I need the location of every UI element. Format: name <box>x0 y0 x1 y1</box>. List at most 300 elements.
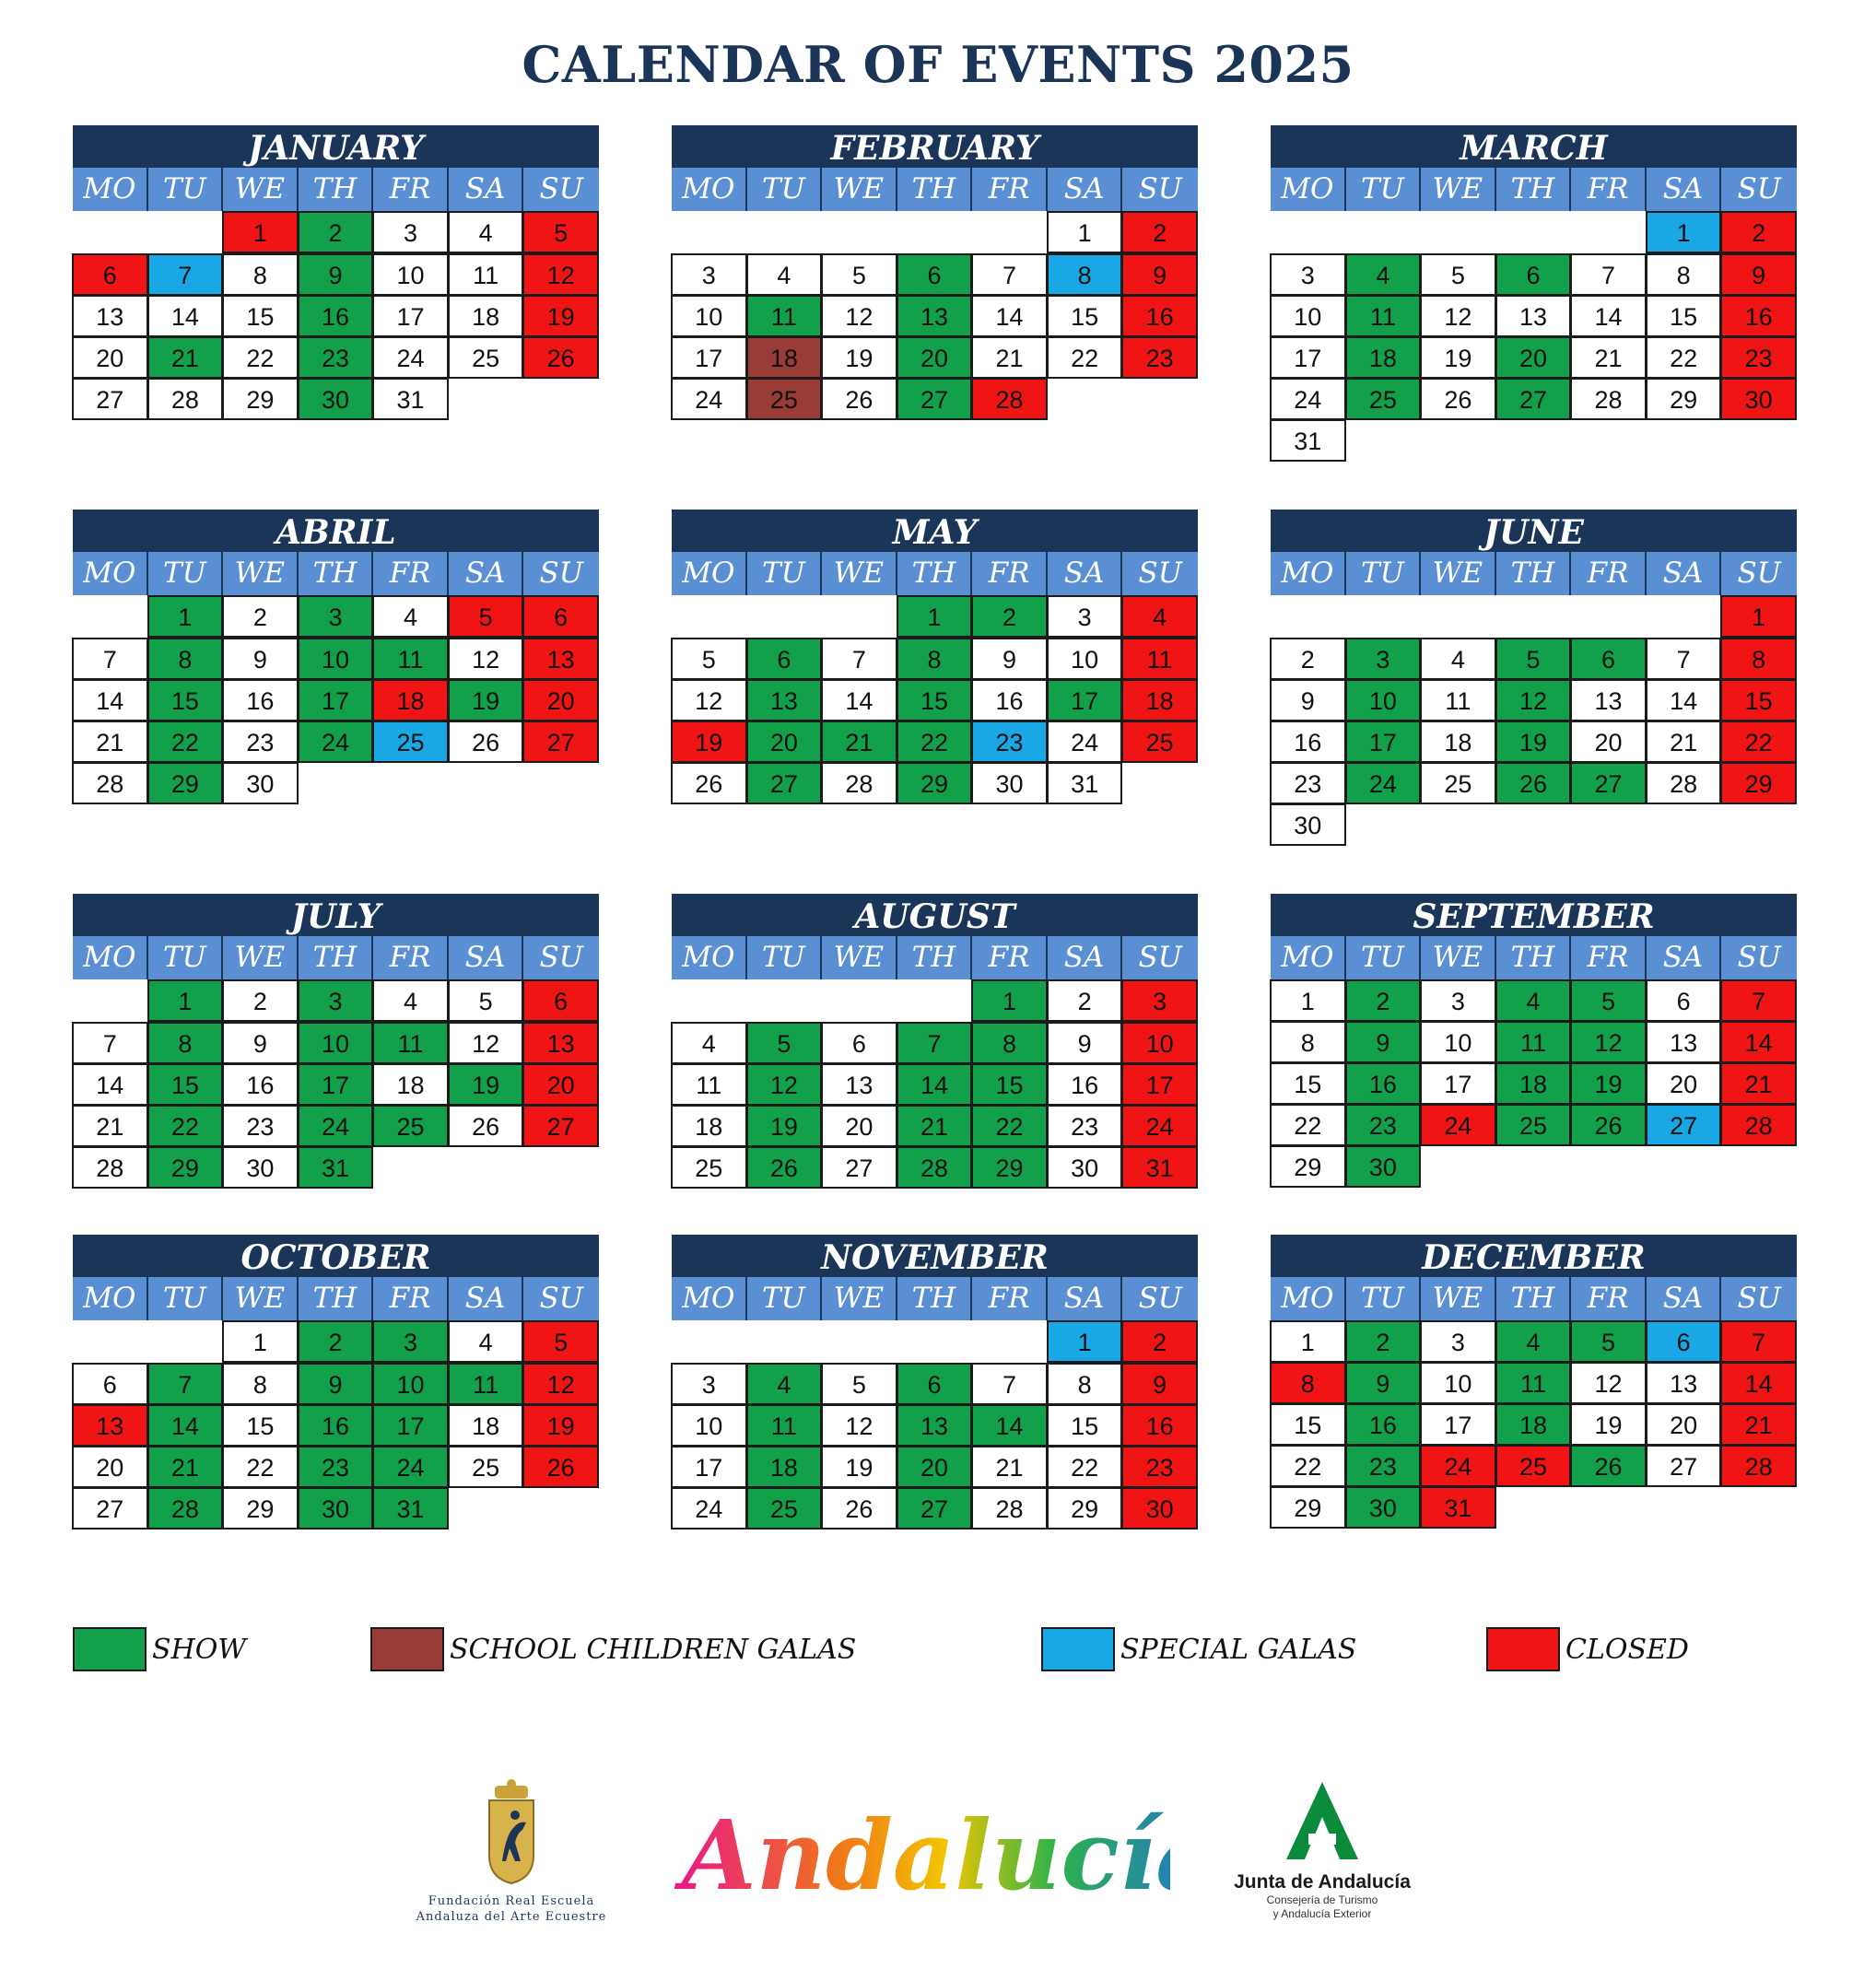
empty-cell <box>747 1321 823 1364</box>
day-cell-show: 27 <box>746 762 823 804</box>
empty-cell <box>1421 212 1496 254</box>
weekday-header <box>1271 168 1797 211</box>
day-cell-regular: 29 <box>222 378 299 420</box>
day-cell-regular: 17 <box>1420 1062 1496 1105</box>
weekday-label: TH <box>897 1277 973 1320</box>
day-cell-show: 11 <box>1495 1021 1572 1063</box>
day-cell-special: 1 <box>1646 211 1722 253</box>
day-cell-show: 17 <box>1345 721 1422 763</box>
junta-logo <box>1216 1778 1428 1921</box>
day-cell-regular: 30 <box>222 1146 299 1189</box>
day-cell-regular: 23 <box>222 1105 299 1147</box>
empty-cell <box>972 212 1048 254</box>
month-july <box>73 894 599 1189</box>
day-cell-regular: 14 <box>1570 295 1647 337</box>
weekday-label: TH <box>1496 1277 1572 1320</box>
day-cell-closed: 30 <box>1121 1487 1198 1529</box>
day-cell-show: 17 <box>298 679 374 721</box>
empty-cell <box>73 212 148 254</box>
day-cell-regular: 8 <box>222 253 299 296</box>
junta-line1: Consejería de Turismo <box>1266 1893 1378 1906</box>
day-cell-school: 25 <box>746 378 823 420</box>
day-cell-regular: 18 <box>671 1105 747 1147</box>
day-cell-regular: 13 <box>821 1063 897 1106</box>
day-cell-closed: 31 <box>1121 1146 1198 1189</box>
month-abril <box>73 510 599 804</box>
month-title: JULY <box>73 894 599 936</box>
day-cell-regular: 9 <box>1270 679 1346 721</box>
day-cell-closed: 6 <box>522 595 599 638</box>
weekday-label: SU <box>1122 168 1198 211</box>
day-cell-show: 22 <box>147 721 224 763</box>
weekday-label: MO <box>1271 1277 1346 1320</box>
weekday-header <box>672 552 1198 595</box>
weekday-label: WE <box>822 552 897 595</box>
month-june <box>1271 510 1797 846</box>
weekday-label: SA <box>449 936 524 979</box>
day-cell-school: 18 <box>746 336 823 379</box>
day-cell-regular: 10 <box>671 295 747 337</box>
day-cell-closed: 9 <box>1720 253 1797 296</box>
day-cell-regular: 5 <box>671 638 747 680</box>
day-cell-show: 9 <box>1345 1362 1422 1404</box>
day-cell-show: 2 <box>971 595 1048 638</box>
day-cell-regular: 11 <box>448 253 524 296</box>
month-october <box>73 1235 599 1529</box>
day-cell-regular: 4 <box>746 253 823 296</box>
days-grid <box>1271 1321 1797 1529</box>
day-cell-closed: 25 <box>1121 721 1198 763</box>
day-cell-closed: 26 <box>522 1446 599 1488</box>
empty-cell <box>148 1321 224 1364</box>
day-cell-regular: 15 <box>1047 295 1123 337</box>
day-cell-show: 21 <box>147 1446 224 1488</box>
day-cell-closed: 28 <box>971 378 1048 420</box>
month-title: MAY <box>672 510 1198 552</box>
day-cell-show: 16 <box>1345 1403 1422 1446</box>
weekday-header <box>672 1277 1198 1320</box>
day-cell-regular: 12 <box>448 638 524 680</box>
day-cell-regular: 18 <box>448 295 524 337</box>
day-cell-regular: 14 <box>72 679 148 721</box>
day-cell-closed: 18 <box>372 679 449 721</box>
day-cell-regular: 13 <box>1570 679 1647 721</box>
day-cell-show: 10 <box>298 638 374 680</box>
day-cell-show: 22 <box>897 721 973 763</box>
day-cell-closed: 13 <box>522 638 599 680</box>
day-cell-closed: 14 <box>1720 1362 1797 1404</box>
weekday-label: TU <box>747 936 823 979</box>
weekday-header <box>1271 936 1797 979</box>
day-cell-show: 5 <box>1570 1320 1647 1363</box>
weekday-label: SA <box>1647 552 1722 595</box>
weekday-label: MO <box>672 936 747 979</box>
day-cell-show: 6 <box>897 1363 973 1405</box>
weekday-label: MO <box>1271 168 1346 211</box>
day-cell-regular: 2 <box>1047 979 1123 1022</box>
weekday-label: FR <box>373 1277 449 1320</box>
day-cell-closed: 5 <box>522 211 599 253</box>
day-cell-show: 21 <box>897 1105 973 1147</box>
weekday-label: TU <box>1346 1277 1422 1320</box>
day-cell-regular: 6 <box>72 1363 148 1405</box>
day-cell-show: 19 <box>1570 1062 1647 1105</box>
day-cell-regular: 27 <box>72 1487 148 1529</box>
day-cell-regular: 22 <box>222 1446 299 1488</box>
day-cell-regular: 18 <box>448 1404 524 1447</box>
day-cell-regular: 30 <box>222 762 299 804</box>
day-cell-show: 7 <box>897 1022 973 1064</box>
day-cell-regular: 5 <box>1420 253 1496 296</box>
weekday-label: FR <box>972 552 1048 595</box>
weekday-label: TU <box>747 552 823 595</box>
day-cell-show: 26 <box>1570 1104 1647 1146</box>
legend-swatch <box>370 1627 444 1671</box>
day-cell-regular: 22 <box>1646 336 1722 379</box>
day-cell-regular: 16 <box>1270 721 1346 763</box>
empty-cell <box>672 212 747 254</box>
day-cell-closed: 23 <box>1720 336 1797 379</box>
weekday-label: SU <box>523 936 599 979</box>
day-cell-regular: 29 <box>1270 1486 1346 1529</box>
day-cell-show: 15 <box>971 1063 1048 1106</box>
weekday-label: MO <box>73 936 148 979</box>
days-grid <box>1271 596 1797 846</box>
day-cell-regular: 23 <box>222 721 299 763</box>
day-cell-closed: 7 <box>1720 979 1797 1022</box>
day-cell-regular: 6 <box>821 1022 897 1064</box>
day-cell-closed: 19 <box>522 1404 599 1447</box>
day-cell-closed: 26 <box>522 336 599 379</box>
day-cell-show: 18 <box>1495 1403 1572 1446</box>
junta-line2: y Andalucía Exterior <box>1272 1907 1372 1920</box>
day-cell-show: 4 <box>1495 1320 1572 1363</box>
day-cell-closed: 30 <box>1720 378 1797 420</box>
day-cell-regular: 4 <box>1420 638 1496 680</box>
empty-cell <box>1496 212 1572 254</box>
day-cell-regular: 28 <box>72 1146 148 1189</box>
day-cell-show: 14 <box>147 1404 224 1447</box>
day-cell-show: 2 <box>298 211 374 253</box>
day-cell-regular: 20 <box>1646 1062 1722 1105</box>
weekday-label: FR <box>373 936 449 979</box>
day-cell-show: 19 <box>746 1105 823 1147</box>
day-cell-regular: 13 <box>1646 1362 1722 1404</box>
day-cell-show: 11 <box>746 295 823 337</box>
day-cell-closed: 11 <box>1121 638 1198 680</box>
day-cell-closed: 20 <box>522 679 599 721</box>
day-cell-regular: 28 <box>821 762 897 804</box>
day-cell-regular: 1 <box>1047 211 1123 253</box>
weekday-label: TU <box>1346 168 1422 211</box>
day-cell-regular: 14 <box>821 679 897 721</box>
legend-swatch <box>1486 1627 1560 1671</box>
day-cell-regular: 19 <box>1570 1403 1647 1446</box>
month-title: NOVEMBER <box>672 1235 1198 1277</box>
day-cell-regular: 18 <box>372 1063 449 1106</box>
day-cell-show: 31 <box>298 1146 374 1189</box>
day-cell-show: 3 <box>1345 638 1422 680</box>
empty-cell <box>672 596 747 639</box>
day-cell-regular: 3 <box>1420 979 1496 1022</box>
weekday-label: TH <box>1496 552 1572 595</box>
empty-cell <box>1571 596 1647 639</box>
day-cell-regular: 10 <box>1047 638 1123 680</box>
weekday-label: WE <box>223 552 299 595</box>
day-cell-regular: 17 <box>1270 336 1346 379</box>
day-cell-regular: 27 <box>821 1146 897 1189</box>
day-cell-show: 5 <box>1570 979 1647 1022</box>
day-cell-regular: 25 <box>448 1446 524 1488</box>
day-cell-regular: 16 <box>1047 1063 1123 1106</box>
day-cell-regular: 20 <box>1570 721 1647 763</box>
legend-item-school <box>370 1627 856 1671</box>
day-cell-show: 29 <box>147 762 224 804</box>
month-february <box>672 125 1198 420</box>
day-cell-show: 6 <box>746 638 823 680</box>
legend-item-show <box>73 1627 246 1671</box>
junta-a-icon <box>1281 1778 1364 1867</box>
day-cell-regular: 25 <box>671 1146 747 1189</box>
weekday-label: SA <box>1048 552 1123 595</box>
empty-cell <box>1647 596 1722 639</box>
day-cell-show: 24 <box>298 721 374 763</box>
day-cell-regular: 1 <box>222 1320 299 1363</box>
day-cell-show: 26 <box>1570 1445 1647 1487</box>
day-cell-closed: 25 <box>1495 1445 1572 1487</box>
day-cell-closed: 24 <box>1420 1104 1496 1146</box>
day-cell-regular: 29 <box>222 1487 299 1529</box>
day-cell-show: 9 <box>298 1363 374 1405</box>
empty-cell <box>1421 596 1496 639</box>
day-cell-show: 26 <box>746 1146 823 1189</box>
days-grid <box>1271 980 1797 1188</box>
day-cell-regular: 16 <box>222 1063 299 1106</box>
day-cell-closed: 13 <box>522 1022 599 1064</box>
day-cell-show: 25 <box>372 1105 449 1147</box>
day-cell-regular: 28 <box>971 1487 1048 1529</box>
weekday-label: TH <box>299 936 374 979</box>
days-grid <box>73 212 599 420</box>
day-cell-show: 3 <box>372 1320 449 1363</box>
weekday-label: FR <box>1571 936 1647 979</box>
day-cell-regular: 21 <box>971 1446 1048 1488</box>
day-cell-regular: 3 <box>1420 1320 1496 1363</box>
day-cell-show: 16 <box>298 295 374 337</box>
weekday-label: TH <box>1496 936 1572 979</box>
weekday-label: FR <box>1571 168 1647 211</box>
weekday-label: FR <box>1571 552 1647 595</box>
day-cell-show: 11 <box>372 638 449 680</box>
weekday-label: WE <box>822 936 897 979</box>
day-cell-show: 23 <box>1345 1104 1422 1146</box>
weekday-label: TU <box>747 168 823 211</box>
day-cell-closed: 2 <box>1720 211 1797 253</box>
weekday-label: FR <box>373 552 449 595</box>
day-cell-regular: 15 <box>1270 1062 1346 1105</box>
day-cell-regular: 19 <box>821 1446 897 1488</box>
day-cell-show: 31 <box>372 1487 449 1529</box>
day-cell-show: 7 <box>147 1363 224 1405</box>
day-cell-show: 15 <box>147 1063 224 1106</box>
weekday-label: TU <box>747 1277 823 1320</box>
day-cell-regular: 26 <box>448 1105 524 1147</box>
day-cell-closed: 16 <box>1121 1404 1198 1447</box>
day-cell-regular: 13 <box>72 295 148 337</box>
day-cell-show: 9 <box>1345 1021 1422 1063</box>
legend-label: CLOSED <box>1565 1633 1689 1666</box>
day-cell-show: 13 <box>897 295 973 337</box>
weekday-label: TH <box>897 552 973 595</box>
empty-cell <box>822 596 897 639</box>
weekday-label: MO <box>672 552 747 595</box>
month-march <box>1271 125 1797 462</box>
empty-cell <box>897 212 973 254</box>
day-cell-regular: 30 <box>1270 803 1346 846</box>
horse-rider-icon <box>475 1778 548 1889</box>
month-title: FEBRUARY <box>672 125 1198 168</box>
day-cell-closed: 12 <box>522 253 599 296</box>
day-cell-regular: 3 <box>1270 253 1346 296</box>
day-cell-show: 25 <box>1345 378 1422 420</box>
day-cell-show: 23 <box>298 336 374 379</box>
day-cell-closed: 1 <box>1720 595 1797 638</box>
andalucia-wordmark: Andalucía <box>682 1799 1170 1912</box>
day-cell-show: 16 <box>1345 1062 1422 1105</box>
day-cell-closed: 2 <box>1121 211 1198 253</box>
day-cell-regular: 8 <box>1270 1021 1346 1063</box>
day-cell-regular: 11 <box>671 1063 747 1106</box>
day-cell-regular: 22 <box>1047 336 1123 379</box>
day-cell-show: 20 <box>1495 336 1572 379</box>
day-cell-closed: 9 <box>1121 253 1198 296</box>
month-title: ABRIL <box>73 510 599 552</box>
weekday-label: SA <box>1647 936 1722 979</box>
day-cell-closed: 28 <box>1720 1104 1797 1146</box>
day-cell-regular: 3 <box>1047 595 1123 638</box>
day-cell-show: 10 <box>298 1022 374 1064</box>
day-cell-regular: 8 <box>222 1363 299 1405</box>
day-cell-regular: 26 <box>821 1487 897 1529</box>
weekday-label: FR <box>972 168 1048 211</box>
empty-cell <box>1346 212 1422 254</box>
day-cell-regular: 4 <box>671 1022 747 1064</box>
month-september <box>1271 894 1797 1188</box>
day-cell-regular: 15 <box>1270 1403 1346 1446</box>
day-cell-regular: 7 <box>1570 253 1647 296</box>
day-cell-show: 18 <box>746 1446 823 1488</box>
day-cell-regular: 20 <box>72 1446 148 1488</box>
day-cell-closed: 27 <box>522 1105 599 1147</box>
legend-label: SPECIAL GALAS <box>1120 1633 1357 1666</box>
day-cell-regular: 19 <box>1420 336 1496 379</box>
day-cell-closed: 7 <box>1720 1320 1797 1363</box>
day-cell-show: 30 <box>298 1487 374 1529</box>
day-cell-regular: 21 <box>72 1105 148 1147</box>
empty-cell <box>148 212 224 254</box>
weekday-header <box>73 552 599 595</box>
day-cell-regular: 31 <box>1270 419 1346 462</box>
weekday-label: SA <box>1647 1277 1722 1320</box>
day-cell-show: 20 <box>897 1446 973 1488</box>
weekday-label: SA <box>1048 1277 1123 1320</box>
day-cell-regular: 5 <box>821 1363 897 1405</box>
weekday-header <box>672 936 1198 979</box>
day-cell-regular: 21 <box>971 336 1048 379</box>
weekday-header <box>1271 1277 1797 1320</box>
day-cell-closed: 3 <box>1121 979 1198 1022</box>
andalucia-logo <box>673 1787 1170 1921</box>
day-cell-regular: 12 <box>821 295 897 337</box>
day-cell-special: 6 <box>1646 1320 1722 1363</box>
day-cell-regular: 28 <box>1646 762 1722 804</box>
day-cell-show: 3 <box>298 595 374 638</box>
day-cell-show: 29 <box>147 1146 224 1189</box>
day-cell-show: 30 <box>298 378 374 420</box>
day-cell-regular: 19 <box>821 336 897 379</box>
weekday-label: SA <box>1048 936 1123 979</box>
day-cell-regular: 21 <box>1570 336 1647 379</box>
day-cell-show: 1 <box>971 979 1048 1022</box>
day-cell-regular: 21 <box>1646 721 1722 763</box>
day-cell-regular: 14 <box>971 295 1048 337</box>
day-cell-show: 17 <box>372 1404 449 1447</box>
empty-cell <box>747 212 823 254</box>
day-cell-regular: 2 <box>222 595 299 638</box>
day-cell-show: 27 <box>1495 378 1572 420</box>
day-cell-regular: 9 <box>971 638 1048 680</box>
day-cell-show: 17 <box>1047 679 1123 721</box>
day-cell-regular: 23 <box>1047 1105 1123 1147</box>
days-grid <box>672 212 1198 420</box>
weekday-label: MO <box>1271 552 1346 595</box>
days-grid <box>73 1321 599 1529</box>
weekday-label: WE <box>822 1277 897 1320</box>
weekday-label: MO <box>73 168 148 211</box>
day-cell-show: 27 <box>897 378 973 420</box>
day-cell-regular: 7 <box>1646 638 1722 680</box>
day-cell-show: 2 <box>1345 979 1422 1022</box>
day-cell-regular: 9 <box>222 1022 299 1064</box>
day-cell-regular: 31 <box>1047 762 1123 804</box>
day-cell-regular: 7 <box>821 638 897 680</box>
day-cell-show: 15 <box>897 679 973 721</box>
day-cell-show: 1 <box>147 595 224 638</box>
day-cell-regular: 8 <box>1646 253 1722 296</box>
weekday-label: MO <box>1271 936 1346 979</box>
day-cell-show: 30 <box>1345 1486 1422 1529</box>
day-cell-regular: 28 <box>147 378 224 420</box>
day-cell-show: 18 <box>1495 1062 1572 1105</box>
empty-cell <box>897 1321 973 1364</box>
day-cell-show: 19 <box>448 1063 524 1106</box>
day-cell-regular: 1 <box>1270 979 1346 1022</box>
day-cell-regular: 26 <box>821 378 897 420</box>
day-cell-regular: 26 <box>1420 378 1496 420</box>
empty-cell <box>73 980 148 1023</box>
day-cell-show: 28 <box>147 1487 224 1529</box>
day-cell-closed: 14 <box>1720 1021 1797 1063</box>
day-cell-closed: 8 <box>1270 1362 1346 1404</box>
day-cell-special: 23 <box>971 721 1048 763</box>
weekday-label: SU <box>1721 552 1797 595</box>
day-cell-regular: 2 <box>1270 638 1346 680</box>
day-cell-show: 27 <box>897 1487 973 1529</box>
logos-footer <box>0 1778 1876 1963</box>
weekday-label: TU <box>148 1277 224 1320</box>
month-title: OCTOBER <box>73 1235 599 1277</box>
day-cell-closed: 13 <box>72 1404 148 1447</box>
